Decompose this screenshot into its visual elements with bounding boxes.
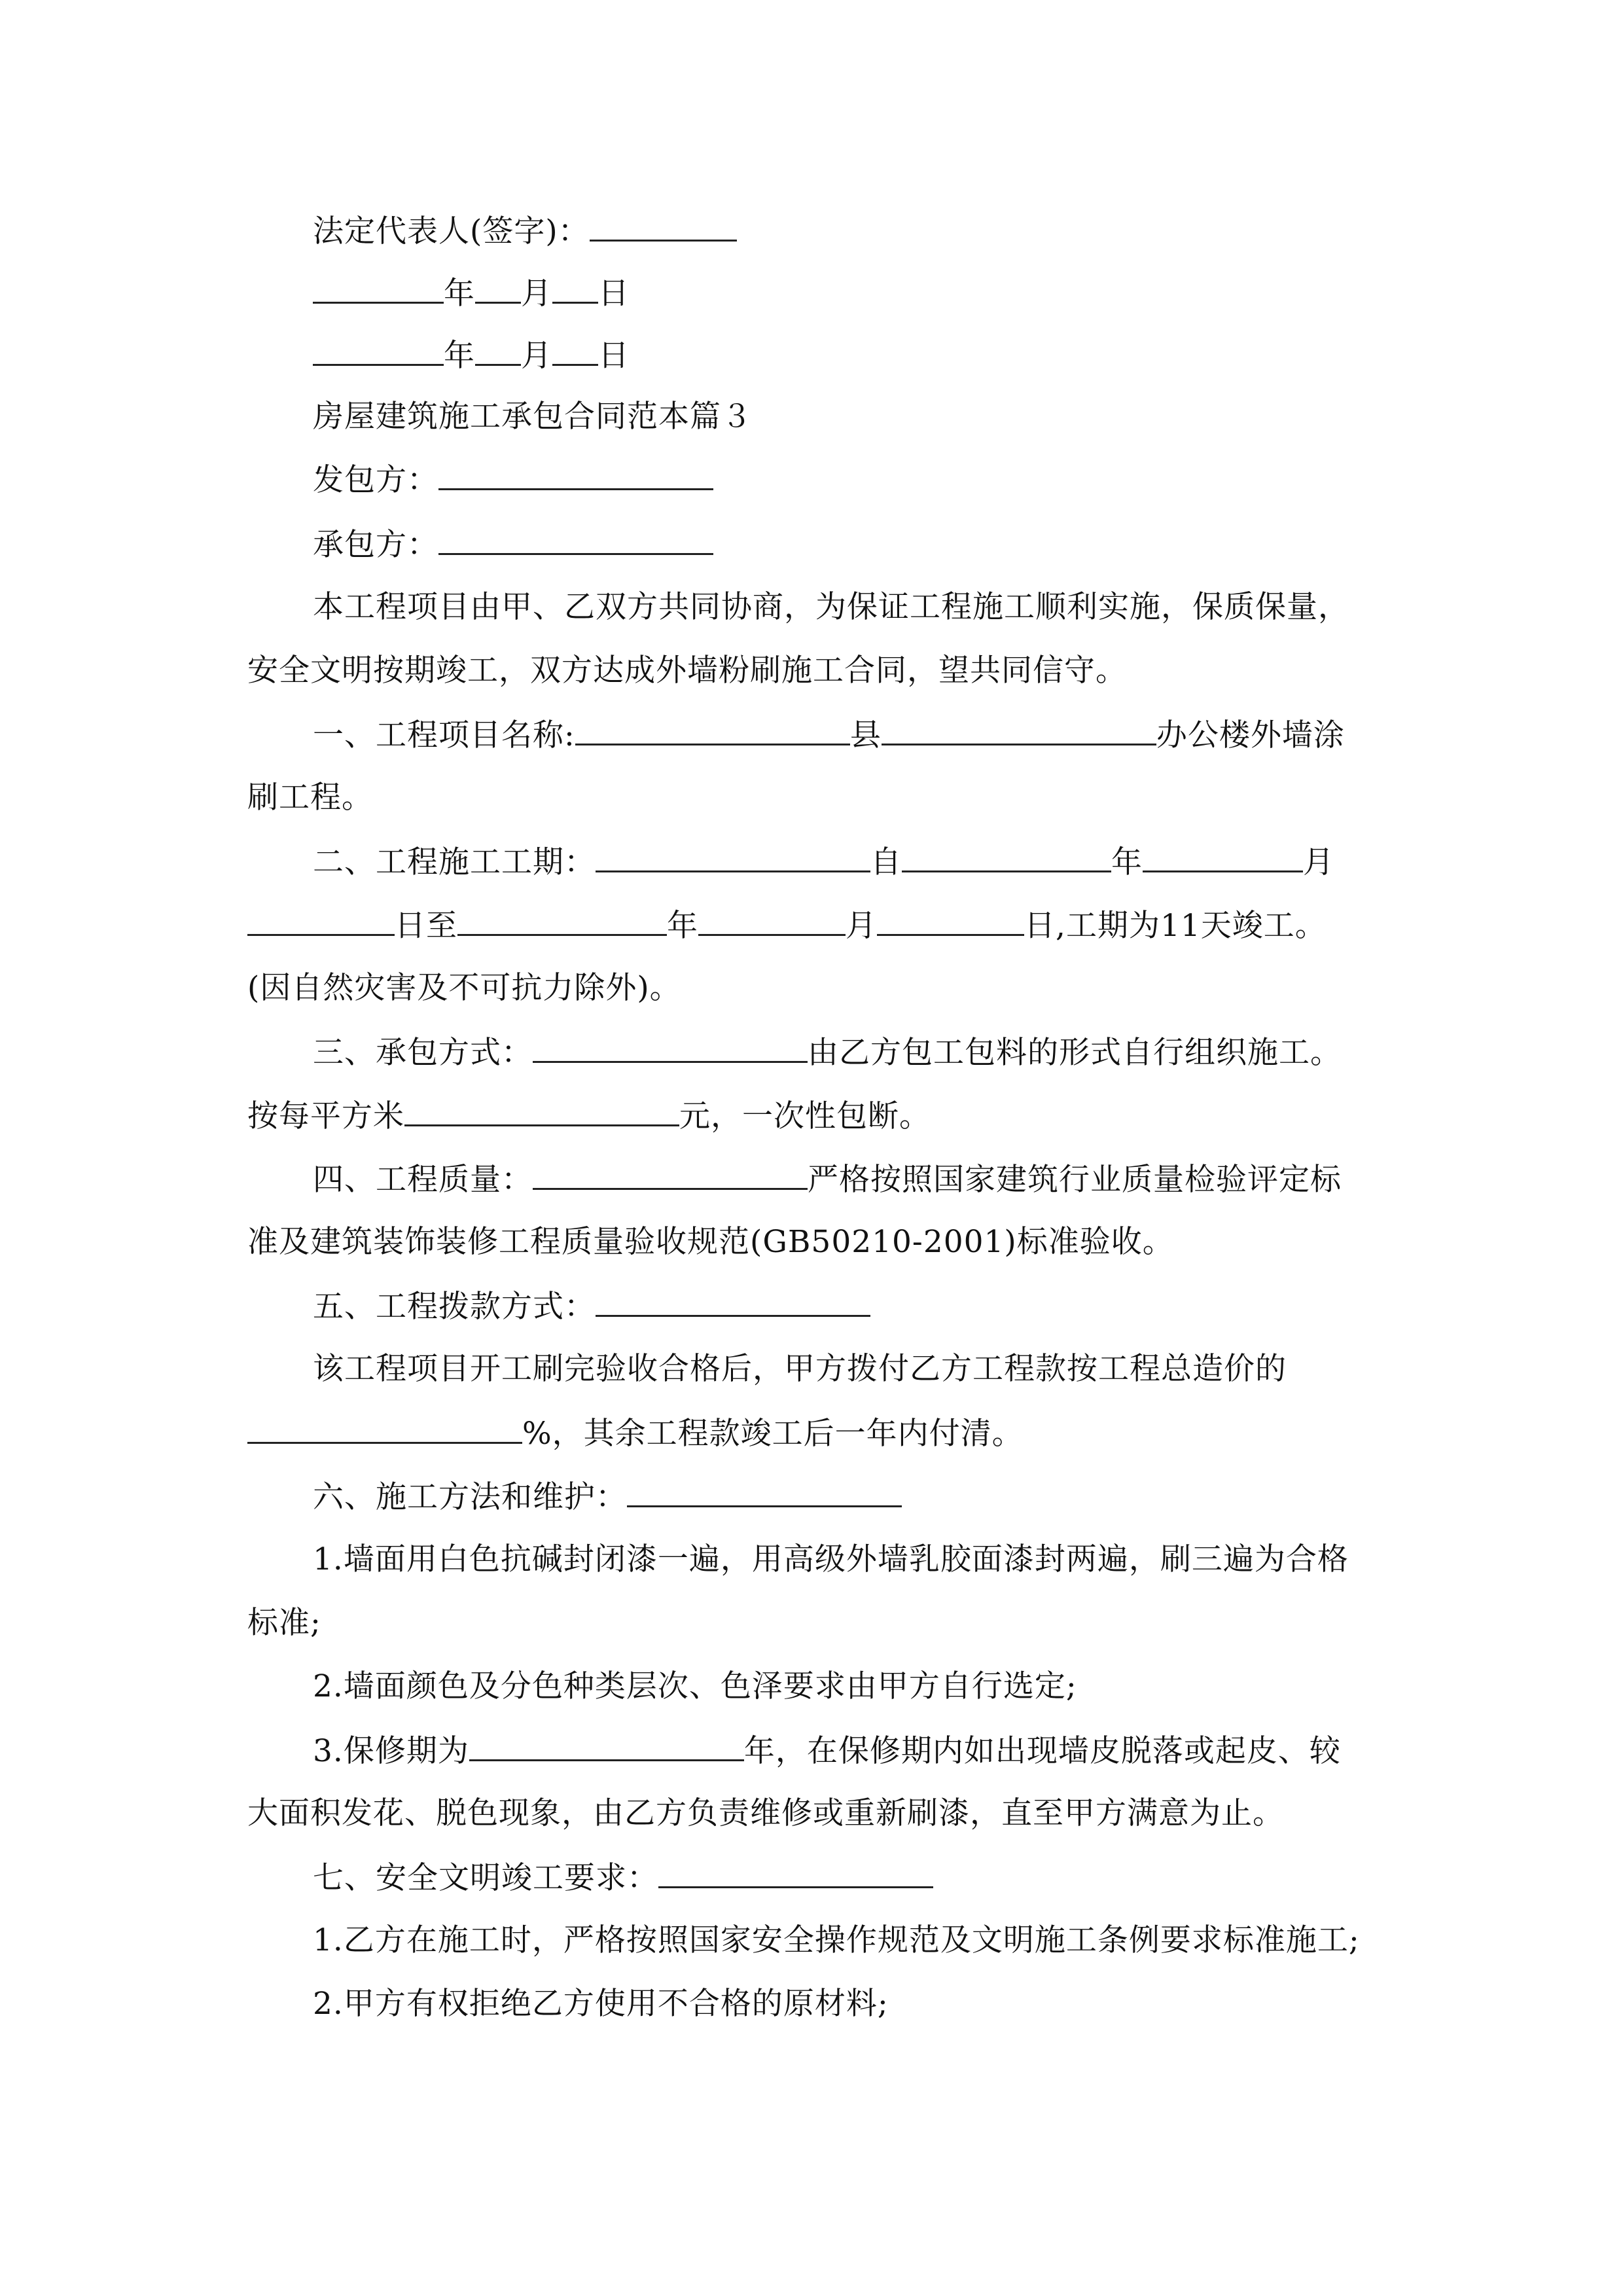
payment-method-blank[interactable] [596,1286,870,1317]
clause-4-cont: 准及建筑装饰装修工程质量验收规范(GB50210-2001)标准验收。 [247,1224,1174,1260]
end-month-blank[interactable] [698,905,846,936]
year-blank[interactable] [313,335,444,366]
clause-6-line: 六、施工方法和维护： [313,1477,902,1517]
clause-2-note: (因自然灾害及不可抗力除外)。 [247,970,681,1006]
intro-line-2: 安全文明按期竣工，双方达成外墙粉刷施工合同，望共同信守。 [247,653,1127,689]
clause-1-line: 一、工程项目名称: 县 办公楼外墙涂 [313,715,1345,755]
clause-6-item-3: 3.保修期为 年，在保修期内如出现墙皮脱落或起皮、较 [313,1731,1341,1771]
clause-7-item-1: 1.乙方在施工时，严格按照国家安全操作规范及文明施工条例要求标准施工; [313,1922,1360,1958]
contract-method-blank[interactable] [533,1032,808,1063]
method-blank[interactable] [627,1477,902,1507]
unit-price-blank[interactable] [404,1096,679,1126]
start-day-blank[interactable] [247,905,395,936]
signature-blank[interactable] [590,211,737,242]
county-blank[interactable] [882,715,1156,745]
project-name-blank[interactable] [575,715,850,745]
year-blank[interactable] [313,273,444,304]
clause-3-cont: 按每平方米 元，一次性包断。 [247,1096,931,1136]
clause-5-text: 该工程项目开工刷完验收合格后，甲方拨付乙方工程款按工程总造价的 [313,1351,1287,1387]
clause-7-line: 七、安全文明竣工要求： [313,1857,933,1898]
clause-5-line: 五、工程拨款方式： [313,1286,870,1327]
section-title: 房屋建筑施工承包合同范本篇３ [313,399,753,435]
party-a-blank[interactable] [438,459,713,490]
warranty-years-blank[interactable] [469,1731,744,1761]
party-b-line: 承包方： [313,524,713,565]
clause-2-cont: 日至 年 月 日,工期为11天竣工。 [247,905,1327,946]
clause-2-line: 二、工程施工工期： 自 年 月 [313,842,1334,882]
clause-3-line: 三、承包方式： 由乙方包工包料的形式自行组织施工。 [313,1032,1342,1073]
safety-blank[interactable] [658,1857,933,1888]
start-year-blank[interactable] [902,842,1111,872]
end-day-blank[interactable] [877,905,1024,936]
intro-line-1: 本工程项目由甲、乙双方共同协商，为保证工程施工顺利实施，保质保量， [313,589,1349,625]
clause-6-item-1-cont: 标准; [247,1605,321,1641]
month-blank[interactable] [475,273,521,304]
clause-5-cont: %，其余工程款竣工后一年内付清。 [247,1413,1024,1454]
clause-6-item-2: 2.墙面颜色及分色种类层次、色泽要求由甲方自行选定; [313,1668,1077,1704]
start-month-blank[interactable] [1143,842,1303,872]
clause-6-item-1: 1.墙面用白色抗碱封闭漆一遍，用高级外墙乳胶面漆封两遍，刷三遍为合格 [313,1541,1349,1577]
clause-4-line: 四、工程质量： 严格按照国家建筑行业质量检验评定标 [313,1159,1342,1200]
clause-1-cont: 刷工程。 [247,780,373,816]
party-a-line: 发包方： [313,459,713,500]
clause-6-item-3-cont: 大面积发花、脱色现象，由乙方负责维修或重新刷漆，直至甲方满意为止。 [247,1795,1284,1831]
day-blank[interactable] [552,335,598,366]
duration-blank[interactable] [596,842,870,872]
end-year-blank[interactable] [457,905,667,936]
date-line-2: 年 月 日 [313,335,630,376]
clause-7-item-2: 2.甲方有权拒绝乙方使用不合格的原材料; [313,1986,889,2022]
month-blank[interactable] [475,335,521,366]
percent-blank[interactable] [247,1413,522,1444]
date-line-1: 年 月 日 [313,273,630,314]
quality-blank[interactable] [533,1159,808,1190]
day-blank[interactable] [552,273,598,304]
party-b-blank[interactable] [438,524,713,555]
legal-rep-line: 法定代表人(签字)： [313,211,737,251]
